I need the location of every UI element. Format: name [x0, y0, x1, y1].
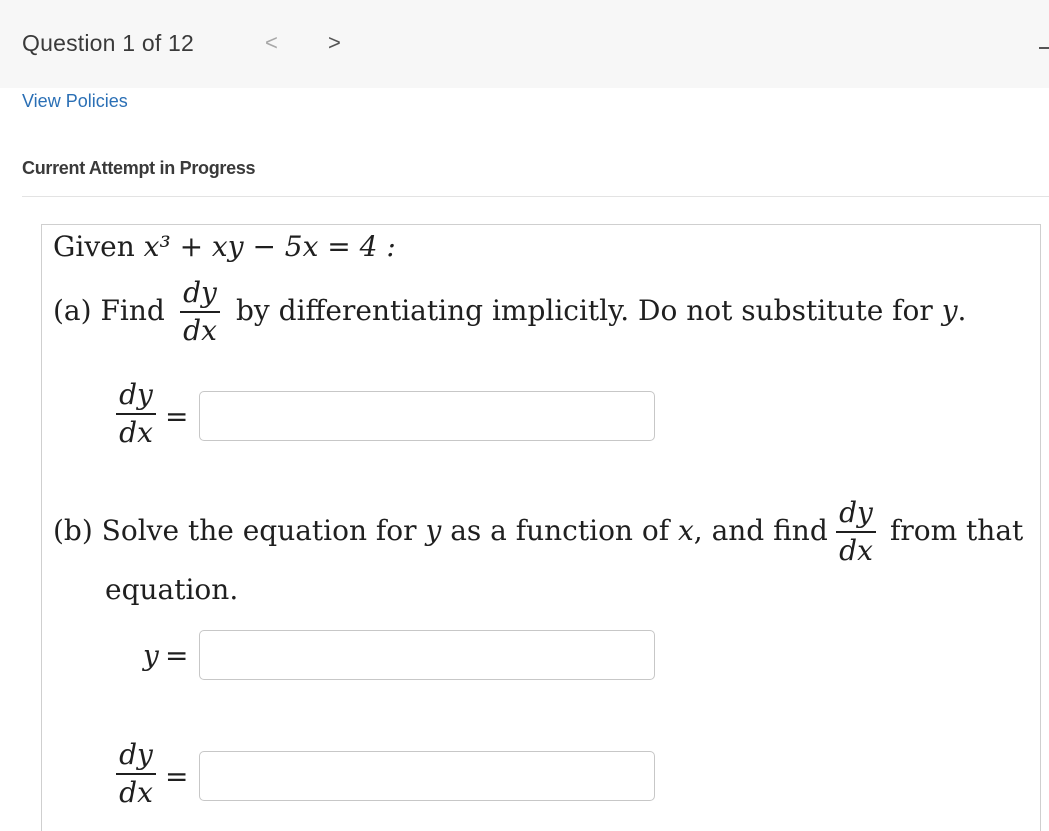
derivative-denominator: dx: [119, 776, 153, 809]
given-statement: [53, 230, 396, 263]
part-b-instruction: [53, 514, 828, 547]
collapse-icon[interactable]: [1039, 47, 1049, 49]
part-a-variable: y: [941, 294, 958, 327]
part-a-suffix: by differentiating implicitly. Do not substitute for: [236, 294, 933, 327]
answer-a-derivative-label: [116, 378, 156, 449]
fraction-bar: [116, 413, 156, 415]
part-b-y-input[interactable]: [199, 630, 655, 680]
question-header-bar: [0, 0, 1049, 88]
derivative-numerator: dy: [839, 496, 873, 529]
part-b-and-find: , and find: [693, 514, 828, 547]
derivative-numerator: dy: [119, 738, 153, 771]
part-a-end: .: [957, 294, 967, 327]
part-b-var-y: y: [425, 514, 442, 547]
part-b-prefix: (b) Solve the equation for: [53, 514, 417, 547]
equals-sign: =: [165, 400, 189, 433]
part-a-derivative: [180, 276, 220, 347]
answer-b-derivative-label: [116, 738, 156, 809]
equals-sign: =: [165, 639, 189, 672]
part-b-dydx-input[interactable]: [199, 751, 655, 801]
part-b-middle: as a function of: [450, 514, 670, 547]
question-counter: Question 1 of 12: [22, 30, 194, 56]
divider: [22, 196, 1049, 197]
given-equation: x³ + xy − 5x = 4 :: [143, 230, 396, 263]
part-b-line-two: equation.: [105, 573, 239, 606]
y-label: y: [143, 639, 159, 672]
part-b-derivative: [836, 496, 876, 567]
part-a-prefix: (a) Find: [53, 294, 165, 327]
part-b-suffix: from that: [890, 514, 1024, 547]
part-b-var-x: x: [677, 514, 694, 547]
derivative-numerator: dy: [183, 276, 217, 309]
view-policies-link[interactable]: View Policies: [22, 91, 128, 111]
derivative-denominator: dx: [183, 314, 217, 347]
part-a-instruction: [236, 294, 967, 327]
previous-question-button[interactable]: <: [265, 30, 278, 55]
fraction-bar: [180, 311, 220, 313]
next-question-button[interactable]: >: [328, 30, 341, 55]
fraction-bar: [836, 531, 876, 533]
fraction-bar: [116, 773, 156, 775]
given-prefix: Given: [53, 230, 144, 263]
derivative-denominator: dx: [839, 534, 873, 567]
part-a-dydx-input[interactable]: [199, 391, 655, 441]
derivative-denominator: dx: [119, 416, 153, 449]
derivative-numerator: dy: [119, 378, 153, 411]
equals-sign: =: [165, 760, 189, 793]
attempt-status: Current Attempt in Progress: [22, 158, 256, 178]
